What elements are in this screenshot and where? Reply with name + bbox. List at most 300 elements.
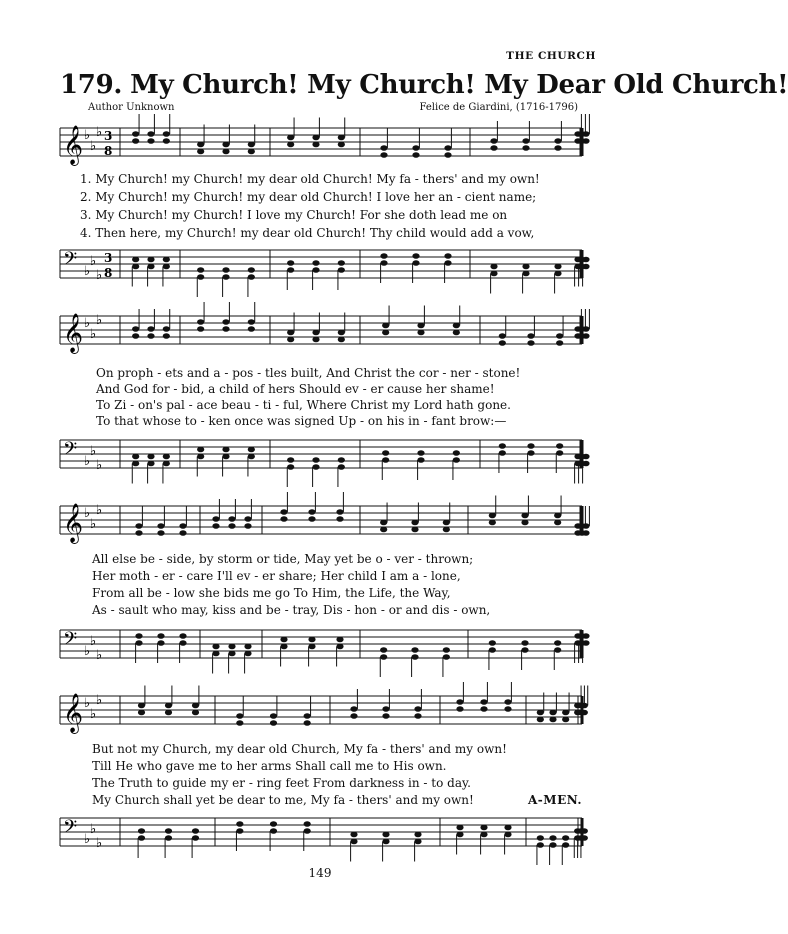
notehead [197,149,204,155]
notehead [287,330,294,336]
notehead [244,644,251,650]
notehead [338,330,345,336]
notehead [382,323,389,329]
notehead [417,457,424,463]
section-heading: THE CHURCH [506,50,596,62]
notehead [132,333,139,339]
bass-clef-icon: 𝄢 [63,629,78,654]
notehead [537,835,544,841]
notehead [527,450,534,456]
notehead [554,647,561,653]
notehead [236,713,243,719]
lyric-line: All else be - side, by storm or tide, May yet be o - ver - thrown; [92,552,474,566]
notehead [411,520,418,526]
notehead [456,832,463,838]
flat-icon: ♭ [96,458,103,473]
notehead [248,142,255,148]
notehead [192,828,199,834]
flat-icon: ♭ [84,454,91,469]
notehead [527,333,534,339]
notehead [554,640,561,646]
lyric-line: On proph - ets and a - pos - tles built, And Christ the cor - ner - stone! [96,366,521,380]
lyric-line: To that whose to - ken once was signed Up - on his in - fant brow:— [96,414,507,428]
notehead [197,267,204,273]
notehead [574,640,581,646]
notehead [157,523,164,529]
notehead [308,516,315,522]
notehead [147,257,154,263]
notehead [562,710,569,716]
notehead [248,274,255,280]
notehead [312,464,319,470]
notehead [308,637,315,643]
treble-clef-icon: 𝄞 [63,693,84,733]
notehead [412,152,419,158]
notehead [574,131,581,137]
notehead [453,330,460,336]
notehead [179,640,186,646]
notehead [489,647,496,653]
notehead [163,461,170,467]
notehead [179,523,186,529]
lyric-line: The Truth to guide my er - ring feet From darkness in - to day. [92,776,471,790]
notehead [444,152,451,158]
notehead [138,703,145,709]
flat-icon: ♭ [96,503,103,518]
bass-staff-4 [0,808,640,868]
notehead [287,142,294,148]
flat-icon: ♭ [84,128,91,143]
notehead [312,267,319,273]
notehead [222,326,229,332]
notehead [499,450,506,456]
notehead [163,333,170,339]
notehead [562,717,569,723]
notehead [147,264,154,270]
notehead [499,443,506,449]
notehead [556,450,563,456]
notehead [417,330,424,336]
notehead [165,835,172,841]
bass-clef-icon: 𝄢 [63,439,78,464]
notehead [163,454,170,460]
notehead [562,842,569,848]
notehead [312,142,319,148]
notehead [304,713,311,719]
treble-staff-2 [0,306,640,366]
notehead [522,145,529,151]
flat-icon: ♭ [96,125,103,140]
notehead [537,842,544,848]
notehead [244,523,251,529]
notehead [248,267,255,273]
notehead [338,267,345,273]
notehead [135,523,142,529]
notehead [135,530,142,536]
notehead [443,527,450,533]
notehead [489,640,496,646]
notehead [556,333,563,339]
notehead [308,509,315,515]
notehead [163,131,170,137]
notehead [132,257,139,263]
notehead [228,644,235,650]
hymn-title [60,70,788,100]
notehead [453,323,460,329]
notehead [504,706,511,712]
notehead [574,835,581,841]
notehead [287,457,294,463]
time-signature-top: 3 [104,251,113,265]
notehead [338,457,345,463]
notehead [228,651,235,657]
notehead [456,706,463,712]
notehead [336,644,343,650]
notehead [382,330,389,336]
notehead [574,523,581,529]
notehead [574,333,581,339]
notehead [132,264,139,270]
notehead [197,274,204,280]
notehead [270,713,277,719]
notehead [444,260,451,266]
notehead [287,337,294,343]
notehead [574,138,581,144]
notehead [490,264,497,270]
notehead [248,447,255,453]
notehead [163,326,170,332]
time-signature-bottom: 8 [104,266,113,280]
treble-staff-4 [0,686,640,746]
notehead [574,710,581,716]
notehead [411,527,418,533]
notehead [549,710,556,716]
notehead [411,647,418,653]
notehead [554,138,561,144]
notehead [443,520,450,526]
notehead [197,142,204,148]
notehead [380,654,387,660]
lyric-line: From all be - low she bids me go To Him, the Life, the Way, [92,586,451,600]
notehead [549,717,556,723]
flat-icon: ♭ [90,327,97,342]
composer-credit: Felice de Giardini, (1716-1796) [419,102,578,113]
notehead [212,523,219,529]
notehead [414,839,421,845]
notehead [228,523,235,529]
notehead [414,713,421,719]
notehead [554,271,561,277]
notehead [574,828,581,834]
notehead [336,637,343,643]
notehead [165,710,172,716]
notehead [244,651,251,657]
notehead [527,340,534,346]
flat-icon: ♭ [90,822,97,837]
notehead [453,457,460,463]
notehead [554,520,561,526]
lyric-line: 1. My Church! my Church! my dear old Church! My fa - thers' and my own! [80,172,540,186]
bass-staff-1 [0,240,640,300]
flat-icon: ♭ [84,316,91,331]
notehead [287,464,294,470]
notehead [380,145,387,151]
notehead [236,821,243,827]
notehead [212,516,219,522]
notehead [197,454,204,460]
notehead [192,710,199,716]
notehead [456,699,463,705]
notehead [147,131,154,137]
notehead [562,835,569,841]
notehead [312,457,319,463]
notehead [222,149,229,155]
time-signature-top: 3 [104,129,113,143]
notehead [522,271,529,277]
notehead [212,644,219,650]
bass-staff-2 [0,430,640,490]
notehead [165,828,172,834]
notehead [222,274,229,280]
notehead [132,138,139,144]
notehead [380,253,387,259]
notehead [412,253,419,259]
bass-staff-3 [0,620,640,680]
notehead [192,703,199,709]
notehead [244,516,251,522]
hymn-title-text: My Church! My Church! My Dear Old Church! [130,70,788,100]
notehead [480,832,487,838]
notehead [147,326,154,332]
notehead [414,832,421,838]
notehead [338,142,345,148]
flat-icon: ♭ [90,139,97,154]
notehead [414,706,421,712]
notehead [574,703,581,709]
notehead [504,699,511,705]
notehead [382,832,389,838]
notehead [132,461,139,467]
flat-icon: ♭ [90,254,97,269]
notehead [135,640,142,646]
notehead [304,828,311,834]
flat-icon: ♭ [96,268,103,283]
notehead [280,644,287,650]
lyric-line: But not my Church, my dear old Church, My fa - thers' and my own! [92,742,507,756]
notehead [138,828,145,834]
amen-label: A-MEN. [528,793,583,807]
notehead [549,842,556,848]
notehead [522,138,529,144]
notehead [138,710,145,716]
notehead [270,720,277,726]
notehead [248,454,255,460]
flat-icon: ♭ [84,264,91,279]
notehead [157,530,164,536]
flat-icon: ♭ [96,836,103,851]
notehead [554,145,561,151]
notehead [480,706,487,712]
notehead [499,333,506,339]
notehead [489,520,496,526]
treble-clef-icon: 𝄞 [63,503,84,543]
notehead [280,516,287,522]
notehead [443,654,450,660]
notehead [338,337,345,343]
flat-icon: ♭ [90,634,97,649]
flat-icon: ♭ [84,696,91,711]
author-credit: Author Unknown [88,102,175,113]
notehead [163,138,170,144]
notehead [336,516,343,522]
flat-icon: ♭ [84,506,91,521]
notehead [165,703,172,709]
notehead [350,839,357,845]
notehead [521,640,528,646]
notehead [222,142,229,148]
notehead [556,443,563,449]
notehead [336,509,343,515]
notehead [157,640,164,646]
notehead [197,447,204,453]
notehead [222,454,229,460]
notehead [412,145,419,151]
notehead [443,647,450,653]
notehead [554,513,561,519]
notehead [132,131,139,137]
notehead [228,516,235,522]
notehead [380,152,387,158]
flat-icon: ♭ [84,644,91,659]
notehead [480,699,487,705]
notehead [312,337,319,343]
notehead [236,720,243,726]
notehead [444,145,451,151]
notehead [412,260,419,266]
notehead [574,257,581,263]
notehead [179,633,186,639]
notehead [287,135,294,141]
notehead [499,340,506,346]
notehead [197,326,204,332]
notehead [417,450,424,456]
notehead [312,135,319,141]
notehead [350,713,357,719]
treble-staff-3 [0,496,640,556]
notehead [338,464,345,470]
notehead [537,710,544,716]
lyric-line: 3. My Church! my Church! I love my Church! For she doth lead me on [80,208,508,222]
notehead [380,527,387,533]
lyric-line: My Church shall yet be dear to me, My fa - thers' and my own! [92,793,474,807]
notehead [456,825,463,831]
notehead [574,530,581,536]
notehead [312,260,319,266]
time-signature-bottom: 8 [104,144,113,158]
notehead [489,513,496,519]
notehead [522,264,529,270]
notehead [574,454,581,460]
notehead [248,319,255,325]
notehead [308,644,315,650]
treble-clef-icon: 𝄞 [63,125,84,165]
notehead [574,461,581,467]
lyric-line: To Zi - on's pal - ace beau - ti - ful, Where Christ my Lord hath gone. [96,398,511,412]
notehead [280,637,287,643]
notehead [521,513,528,519]
notehead [270,828,277,834]
notehead [338,135,345,141]
notehead [380,520,387,526]
notehead [382,450,389,456]
notehead [350,832,357,838]
notehead [417,323,424,329]
notehead [222,319,229,325]
flat-icon: ♭ [96,648,103,663]
notehead [135,633,142,639]
notehead [280,509,287,515]
treble-staff-1 [0,118,640,178]
notehead [338,260,345,266]
notehead [490,271,497,277]
notehead [287,267,294,273]
lyric-line: Her moth - er - care I'll ev - er share; Her child I am a - lone, [92,569,461,583]
notehead [304,821,311,827]
notehead [132,454,139,460]
treble-clef-icon: 𝄞 [63,313,84,353]
notehead [147,138,154,144]
notehead [380,647,387,653]
bass-clef-icon: 𝄢 [63,817,78,842]
notehead [248,149,255,155]
notehead [521,520,528,526]
notehead [554,264,561,270]
notehead [304,720,311,726]
notehead [222,267,229,273]
lyric-line: Till He who gave me to her arms Shall call me to His own. [92,759,447,773]
notehead [574,326,581,332]
lyric-line: And God for - bid, a child of hers Should ev - er cause her shame! [96,382,495,396]
flat-icon: ♭ [90,707,97,722]
notehead [270,821,277,827]
lyric-line: 4. Then here, my Church! my dear old Church! Thy child would add a vow, [80,226,535,240]
notehead [574,264,581,270]
lyric-line: 2. My Church! my Church! my dear old Church! I love her an - cient name; [80,190,537,204]
notehead [138,835,145,841]
notehead [163,257,170,263]
notehead [382,457,389,463]
notehead [382,839,389,845]
notehead [382,706,389,712]
notehead [197,319,204,325]
notehead [504,825,511,831]
notehead [521,647,528,653]
notehead [212,651,219,657]
notehead [147,454,154,460]
notehead [527,443,534,449]
notehead [236,828,243,834]
notehead [312,330,319,336]
hymn-number: 179. [60,70,123,100]
notehead [222,447,229,453]
notehead [537,717,544,723]
notehead [157,633,164,639]
flat-icon: ♭ [96,693,103,708]
notehead [490,138,497,144]
notehead [490,145,497,151]
notehead [411,654,418,660]
notehead [132,326,139,332]
